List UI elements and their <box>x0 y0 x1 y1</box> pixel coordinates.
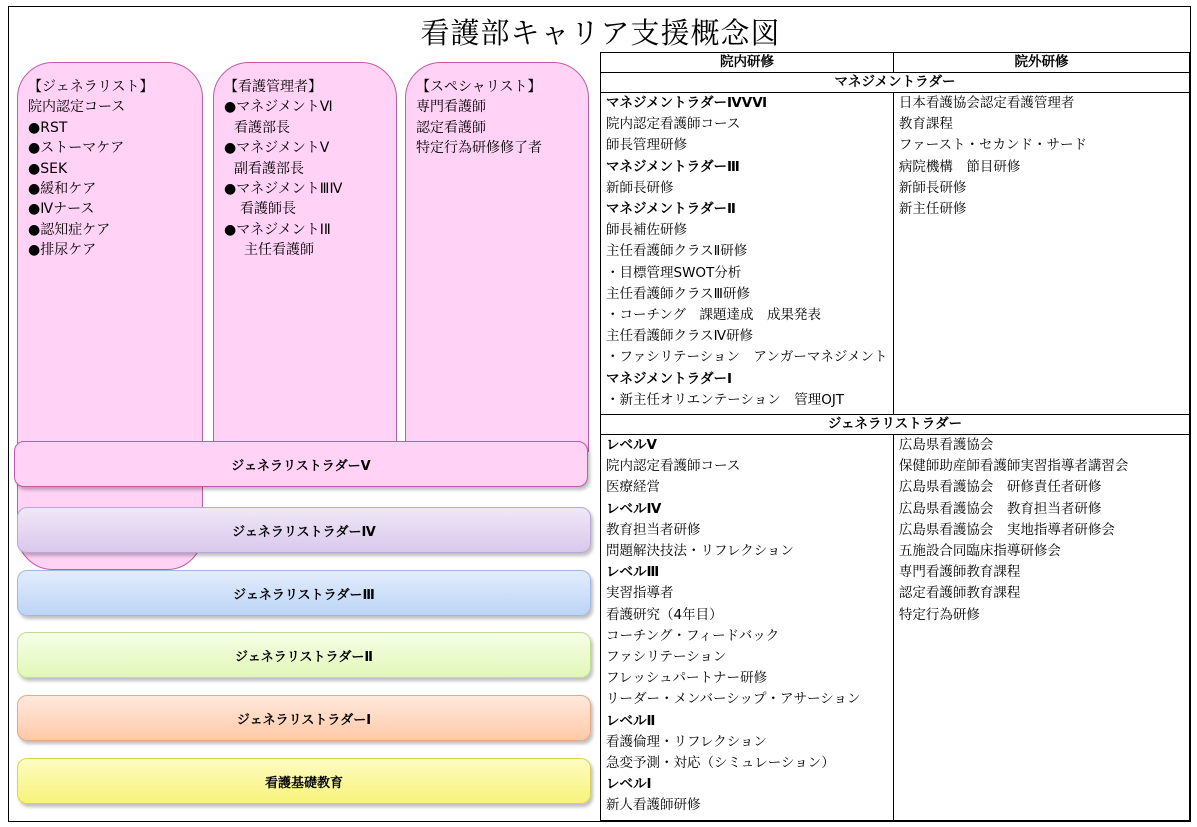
table-line: 医療経営 <box>606 479 660 496</box>
ladder-ii: ジェネラリストラダーⅡ <box>17 632 591 678</box>
column-line: 専門看護師 <box>416 99 486 116</box>
table-line: ・新主任オリエンテーション 管理OJT <box>606 391 845 408</box>
management-internal-cell <box>601 93 894 415</box>
table-line: 広島県看護協会 実地指導者研修会 <box>898 521 1115 538</box>
column-line: ●排尿ケア <box>28 242 97 259</box>
table-line: 看護研究（4年目） <box>606 606 723 623</box>
table-line: マネジメントラダーⅢ <box>606 158 740 175</box>
header-external: 院外研修 <box>893 53 1189 73</box>
table-line: レベルⅤ <box>606 437 657 453</box>
table-line: 保健師助産師看護師実習指導者講習会 <box>898 458 1129 475</box>
table-line: コーチング・フィードバック <box>606 627 780 644</box>
column-line: ●SEK <box>28 160 68 177</box>
table-line: 日本看護協会認定看護管理者 <box>898 95 1075 111</box>
column-line: 【看護管理者】 <box>224 79 322 95</box>
table-line: 主任看護師クラスⅢ研修 <box>606 285 750 302</box>
column-line: 【ジェネラリスト】 <box>28 79 154 95</box>
table-line: レベルⅢ <box>606 564 660 581</box>
ladder-iii: ジェネラリストラダーⅢ <box>17 570 591 616</box>
column-line: 【スペシャリスト】 <box>416 79 542 95</box>
table-line: 教育担当者研修 <box>606 521 701 538</box>
section-generalist: ジェネラリストラダー <box>601 415 1190 435</box>
table-line: 専門看護師教育課程 <box>898 564 1021 581</box>
manager-column <box>213 62 397 452</box>
table-line: マネジメントラダーⅡ <box>606 201 736 218</box>
table-line: マネジメントラダーⅠ <box>606 370 732 387</box>
column-line: 主任看護師 <box>244 242 314 259</box>
table-line: 新師長研修 <box>898 179 967 196</box>
column-line: ●緩和ケア <box>28 181 97 198</box>
table-line: レベルⅣ <box>606 500 662 517</box>
column-line: ●RST <box>28 119 68 136</box>
table-line: リーダー・メンバーシップ・アサーション <box>606 691 861 708</box>
column-line: ●Ⅳナース <box>28 201 95 218</box>
table-line: 病院機構 節目研修 <box>898 158 1021 175</box>
table-line: 広島県看護協会 研修責任者研修 <box>898 479 1102 496</box>
table-line: 院内認定看護師コース <box>606 458 741 475</box>
header-internal: 院内研修 <box>601 53 894 73</box>
table-line: 教育課程 <box>898 116 953 133</box>
table-line: ・目標管理SWOT分析 <box>606 264 742 281</box>
table-line: マネジメントラダーⅣⅤⅥ <box>606 95 768 111</box>
table-line: 新人看護師研修 <box>606 797 701 814</box>
table-line: 師長管理研修 <box>606 137 687 154</box>
table-line: フレッシュパートナー研修 <box>606 670 768 687</box>
table-line: 新主任研修 <box>898 201 967 218</box>
ladder-i: ジェネラリストラダーⅠ <box>17 695 591 741</box>
column-line: ●マネジメントⅢⅣ <box>224 181 343 198</box>
specialist-column <box>405 62 589 452</box>
table-line: ・ファシリテーション アンガーマネジメント <box>606 349 888 366</box>
table-line: ファシリテーション <box>606 649 727 666</box>
table-line: 院内認定看護師コース <box>606 116 741 133</box>
page-title: 看護部キャリア支援概念図 <box>420 16 781 50</box>
training-table <box>600 52 1190 821</box>
column-line: ●マネジメントⅥ <box>224 99 333 116</box>
generalist-external-cell <box>893 435 1189 821</box>
column-line: ●認知症ケア <box>28 221 111 238</box>
table-line: 特定行為研修 <box>898 606 980 623</box>
table-line: 実習指導者 <box>606 585 674 602</box>
management-external-cell <box>893 93 1189 415</box>
table-line: 五施設合同臨床指導研修会 <box>898 543 1061 560</box>
table-line: 急変予測・対応（シミュレーション） <box>606 755 835 772</box>
table-line: ・コーチング 課題達成 成果発表 <box>606 307 822 324</box>
column-line: ●ストーマケア <box>28 140 125 157</box>
table-line: 主任看護師クラスⅣ研修 <box>606 328 754 345</box>
table-line: レベルⅡ <box>606 712 656 729</box>
generalist-internal-cell <box>601 435 894 821</box>
ladder-iv: ジェネラリストラダーⅣ <box>17 507 591 553</box>
column-line: 院内認定コース <box>28 99 126 116</box>
column-line: 特定行為研修修了者 <box>416 140 542 157</box>
column-line: 副看護部長 <box>234 160 304 177</box>
table-line: 新師長研修 <box>606 179 674 196</box>
table-line: 主任看護師クラスⅡ研修 <box>606 243 748 260</box>
ladder-v: ジェネラリストラダーⅤ <box>14 441 588 487</box>
section-management: マネジメントラダー <box>601 73 1190 93</box>
column-line: 看護師長 <box>240 201 296 218</box>
diagram-frame <box>8 6 1191 822</box>
column-line: ●マネジメントⅠⅡ <box>224 221 331 238</box>
table-line: レベルⅠ <box>606 776 652 793</box>
column-line: 看護部長 <box>234 119 290 136</box>
table-line: 広島県看護協会 <box>898 437 994 453</box>
column-line: ●マネジメントⅤ <box>224 140 330 157</box>
table-line: 認定看護師教育課程 <box>898 585 1021 602</box>
column-line: 認定看護師 <box>416 119 486 136</box>
ladder-basic-education: 看護基礎教育 <box>17 758 591 804</box>
generalist-column <box>17 62 203 570</box>
table-line: ファースト・セカンド・サード <box>898 137 1087 154</box>
table-line: 広島県看護協会 教育担当者研修 <box>898 500 1102 517</box>
table-line: 問題解決技法・リフレクション <box>606 543 794 560</box>
table-line: 師長補佐研修 <box>606 222 687 239</box>
table-line: 看護倫理・リフレクション <box>606 733 767 750</box>
